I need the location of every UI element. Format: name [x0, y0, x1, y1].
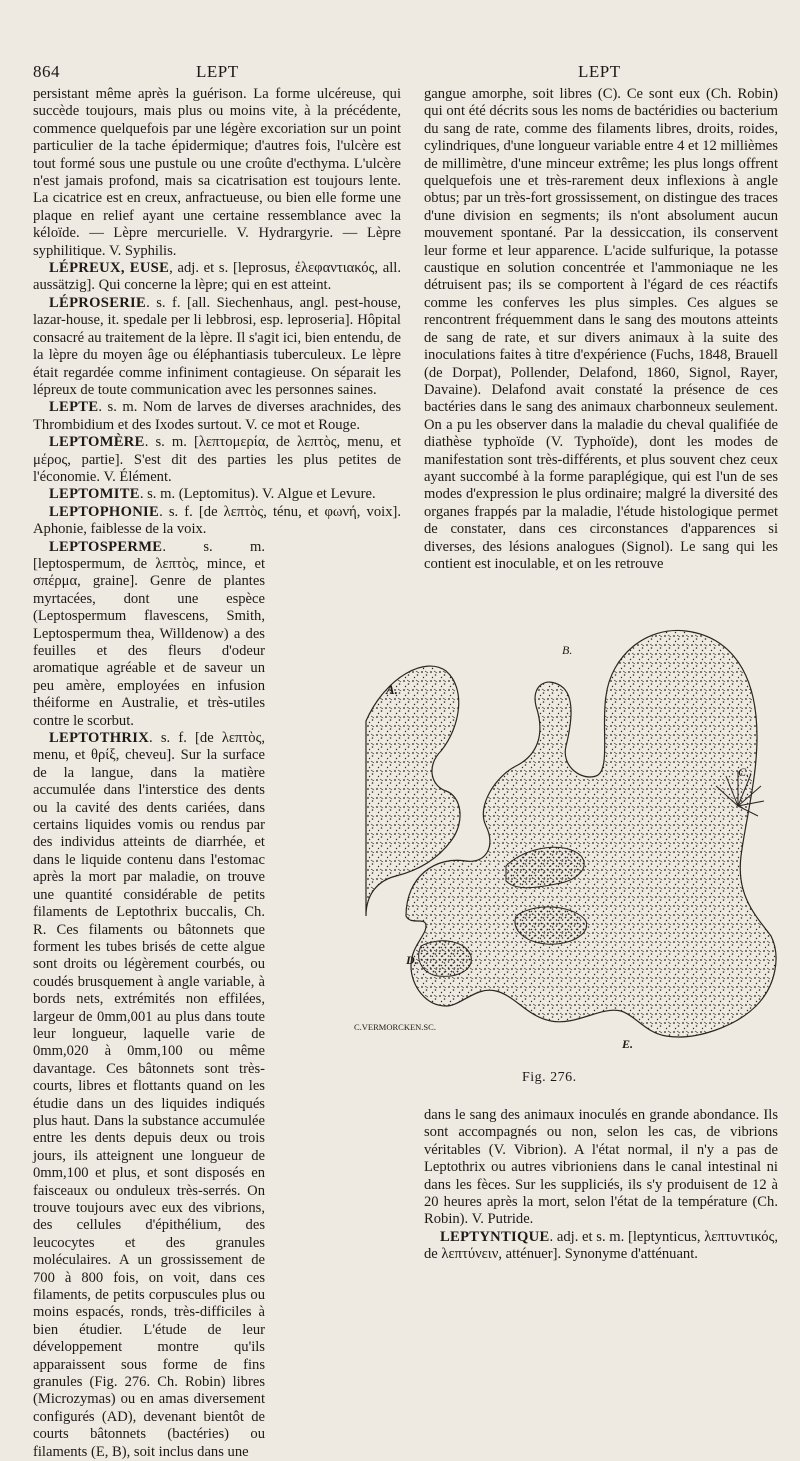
figure-label-e: E. — [622, 1037, 634, 1051]
running-head-left: LEPT — [196, 62, 239, 81]
headword: LEPTOPHONIE — [49, 503, 160, 520]
figure-caption: Fig. 276. — [522, 1070, 577, 1085]
headword: LEPTOTHRIX — [49, 730, 150, 747]
entry-leptothrix-continued: gangue amorphe, soit libres (C). Ce sont eux (Ch. Robin) qui ont été décrits sous les noms de bactéridies ou bacterium du sang de rate, comme des filaments libres, droits, roides, cylindriques, d'une longueur variable entre 4 et 12 millièmes de millimètre, d'une minceur extrême; les plus longs offrent quelquefois une et très-rarement deux inflexions à angle obtus; par un très-fort grossissement, on distingue des traces d'une division en segments; ils n'ont absolument aucun mouvement spontané. Par la dessiccation, ils conservent leur forme et leur apparence. L'acide sulfurique, la potasse caustique en solution concentrée et l'ammoniaque ne les détruisent pas; ils se comportent à l'égard de ces réactifs comme les conferves les plus simples. Ces algues se rencontrent fréquemment dans le sang des moutons atteints de sang de rate, et sur divers animaux à la suite des inoculations faites à titre d'expérience (Fuchs, 1848, Brauell (de Dorpat), Pollender, Delafond, 1860, Signol, Rayer, Davaine). Delafond avait constaté la présence de ces bactéries dans le sang des animaux charbonneux seulement. On a pu les observer dans la maladie du cheval qualifiée de diathèse typhoïde (V. Typhoïde), dont les modes de manifestation sont très-différents, et plus souvent chez ceux ayant succombé à la forme paraplégique, qui est l'un de ses modes d'expression le plus ordinaire; malgré la diversité des organes frappés par la maladie, l'étude histologique permet de constater, dans ces circonstances d'apparences si diverses, des lésions analogues (Signol). Le sang qui les contient est inoculable, et on les retrouve — [424, 86, 778, 572]
engraver-signature: C.VERMORCKEN.SC. — [354, 1022, 436, 1032]
entry-continuation: persistant même après la guérison. La forme ulcéreuse, qui succède toujours, mais plus ou moins vite, à la précédente, commence quelquefois par une légère excoriation sur un point particulier de la tache épidermique; d'autres fois, l'ulcère est tout formé sous une pustule ou une croûte d'ecthyma. L'ulcère n'est jamais profond, mais sa cicatrisation est toujours lente. La cicatrice est en creux, anfractueuse, ou bien elle forme une plaque en relief ayant une certaine ressemblance avec la kéloïde. — Lèpre mercurielle. V. Hydrargyrie. — Lèpre syphilitique. V. Syphilis. — [33, 86, 401, 259]
headword: LÉPROSERIE — [49, 294, 147, 311]
figure-label-b: B. — [562, 643, 573, 657]
right-column-bottom — [424, 1107, 778, 1264]
figure-label-a: A. — [386, 682, 398, 697]
figure-branch — [419, 941, 472, 977]
figure-mass-main — [406, 630, 776, 1037]
left-column — [33, 86, 401, 1461]
entry-leptomere: LEPTOMÈRE. s. m. [λεπτομερία, de λεπτὸς, menu, et μέρος, partie]. S'est dit des parties les plus petites de l'économie. V. Élément. — [33, 434, 401, 485]
headword: LEPTYNTIQUE — [440, 1228, 550, 1245]
headword: LEPTOMITE — [49, 486, 140, 503]
entry-leptothrix: LEPTOTHRIX. s. f. [de λεπτὸς, menu, et θρίξ, cheveu]. Sur la surface de la langue, dans la matière accumulée dans l'interstice des dents ou la cavité des dents cariées, dans certains liquides vomis ou rendus par des individus atteints de diarrhée, et dans le liquide contenu dans l'estomac après la mort par maladie, on trouve une quantité considérable de petits filaments de Leptothrix buccalis, Ch. R. Ces filaments ou bâtonnets que forment les tubes brisés de cette algue sont droits ou légèrement courbés, ou coudés brusquement à angle variable, à bords nets, extrémités non effilées, largeur de 0mm,001 au plus dans toute leur longueur, laquelle varie de 0mm,020 à 0mm,100 ou même davantage. Ces bâtonnets sont très-courts, libres et flottants quand on les étudie dans un des liquides indiqués plus haut. Dans la substance accumulée entre les dents depuis deux ou trois jours, ils atteignent une longueur de 0mm,100 et plus, et sont disposés en faisceaux ou onduleux très-serrés. On trouve toujours avec eux des vibrions, des cellules d'épithélium, des leucocytes et des granules moléculaires. A un grossissement de 700 à 800 fois, on voit, dans ces filaments, de petits corpuscules plus ou moins espacés, ronds, très-difficiles à bien étudier. L'étude de leur développement montre qu'ils apparaissent sous forme de fins granules (Fig. 276. Ch. Robin) libres (Microzymas) ou en amas diversement configurés (AD), devenant bientôt de courts bâtonnets (bactéries) ou filaments (E, B), soit inclus dans une — [33, 730, 265, 1460]
entry-leptosperme: LEPTOSPERME. s. m. [leptospermum, de λεπτὸς, mince, et σπέρμα, graine]. Genre de plantes myrtacées, dont une espèce (Leptospermum flavescens, Smith, Leptospermum thea, Willdenow) a des feuilles et des fleurs d'odeur aromatique agréable et de saveur un peu amère, employées en infusion théiforme en Australie, et très-utiles contre le scorbut. — [33, 538, 265, 729]
entry-leptophonie: LEPTOPHONIE. s. f. [de λεπτὸς, ténu, et φωνή, voix]. Aphonie, faiblesse de la voix. — [33, 503, 401, 538]
entry-lepreux: LÉPREUX, EUSE, adj. et s. [leprosus, ἐλεφαντιακός, all. aussätzig]. Qui concerne la lèpre; qui en est atteint. — [33, 260, 401, 294]
entry-leptyntique: LEPTYNTIQUE. adj. et s. m. [leptynticus, λεπτυντικός, de λεπτύνειν, atténuer]. Synonyme d'atténuant. — [424, 1228, 778, 1263]
headword: LEPTOMÈRE — [49, 434, 145, 451]
entry-leproserie: LÉPROSERIE. s. f. [all. Siechenhaus, angl. pest-house, lazar-house, it. spedale per li lebbrosi, esp. leproseria]. Hôpital consacré au traitement de la lèpre. Il s'agit ici, bien entendu, de la lèpre du moyen âge ou éléphantiasis tuberculeux. Le lèpre était regardée comme infiniment contagieuse. On séparait les lépreux de toute communication avec les personnes saines. — [33, 294, 401, 398]
right-column-top — [424, 86, 778, 573]
headword: LEPTOSPERME — [49, 538, 163, 555]
page-number: 864 — [33, 62, 60, 81]
figure-label-c: C. — [738, 765, 750, 779]
running-head-right: LEPT — [578, 62, 621, 81]
entry-lepte: LEPTE. s. m. Nom de larves de diverses arachnides, des Thrombidium et des Ixodes surtout. V. ce mot et Rouge. — [33, 399, 401, 433]
headword: LEPTE — [49, 399, 99, 416]
entry-leptomite: LEPTOMITE. s. m. (Leptomitus). V. Algue et Levure. — [49, 486, 376, 503]
headword: LÉPREUX, EUSE — [49, 260, 170, 277]
figure-illustration — [354, 616, 784, 1056]
entry-leptothrix-end: dans le sang des animaux inoculés en grande abondance. Ils sont accompagnés ou non, selon les cas, de vibrions véritables (V. Vibrion). A l'état normal, il n'y a pas de Leptothrix ou autres vibrioniens dans le canal intestinal ni dans les fèces. Sur les suppliciés, ils s'y produisent de 12 à 20 heures après la mort, selon l'état de la température (Ch. Robin). V. Putride. — [424, 1107, 778, 1228]
figure-label-d: D. — [406, 953, 418, 967]
